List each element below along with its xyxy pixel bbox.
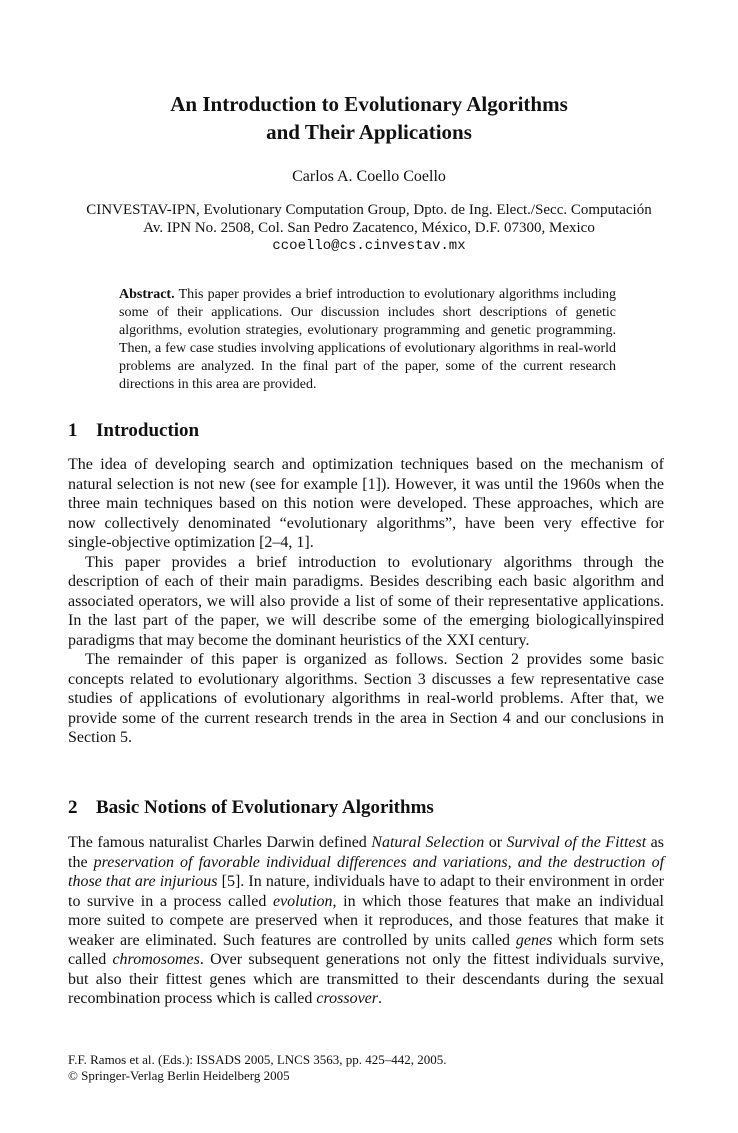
- publication-footer: [68, 1052, 668, 1084]
- paragraph: [68, 833, 664, 1009]
- publication-info: F.F. Ramos et al. (Eds.): ISSADS 2005, LNCS 3563, pp. 425–442, 2005.: [68, 1052, 447, 1067]
- paragraph: This paper provides a brief introduction to evolutionary algorithms through the description of each of their main paradigms. Besides describing each basic algorithm and associated operators, we will also provide a list of some of their representative applications. In the last part of the paper, we will describe some of the emerging biologicallyinspired paradigms that may become the dominant heuristics of the XXI century.: [68, 553, 664, 649]
- abstract-text: This paper provides a brief introduction to evolutionary algorithms including some of their applications. Our discussion includes short descriptions of genetic algorithms, evolution strategies, evolutionary programming and genetic programming. Then, a few case studies involving applications of evolutionary algorithms in real-world problems are analyzed. In the final part of the paper, some of the current research directions in this area are provided.: [119, 287, 617, 392]
- abstract: [119, 286, 616, 394]
- paragraph: The idea of developing search and optimization techniques based on the mechanism of natural selection is not new (see for example [1]). However, it was until the 1960s when the three main techniques based on this notion were developed. These approaches, which are now collectively denominated “evolutionary algorithms”, have been very effective for single-objective optimization [2–4, 1].: [68, 456, 664, 551]
- section-1-number: 1: [68, 420, 78, 441]
- title-line-2: and Their Applications: [266, 120, 472, 144]
- section-2-body: [68, 833, 664, 1009]
- section-2-title: Basic Notions of Evolutionary Algorithms: [96, 797, 434, 818]
- text-run: , in which those features that make an individual more suited to compete are preserved when it reproduces, and those features that make it weaker are eliminated. Such features are controlled by units called: [68, 892, 665, 949]
- title-line-1: An Introduction to Evolutionary Algorithms: [170, 92, 568, 116]
- text-run: which form sets called: [68, 931, 664, 968]
- text-run: as the: [68, 834, 665, 871]
- abstract-label: Abstract.: [119, 287, 175, 302]
- section-1-title: Introduction: [96, 420, 200, 441]
- author-email: ccoello@cs.cinvestav.mx: [272, 238, 466, 254]
- section-1-body: [68, 455, 664, 748]
- paragraph: The remainder of this paper is organized as follows. Section 2 provides some basic concepts related to evolutionary algorithms. Section 3 discusses a few representative case studies of applications of evolutionary algorithms in real-world problems. After that, we provide some of the current research trends in the area in Section 4 and our conclusions in Section 5.: [68, 651, 664, 746]
- author-name: Carlos A. Coello Coello: [292, 168, 446, 185]
- affiliation: [0, 201, 738, 255]
- section-2-heading: [68, 797, 434, 819]
- copyright-notice: © Springer-Verlag Berlin Heidelberg 2005: [68, 1068, 290, 1083]
- italic-term: preservation of favorable individual differences and variations, and the destruction of those that are injurious: [68, 853, 665, 890]
- italic-term: Natural Selection: [371, 834, 485, 851]
- affiliation-line-2: Av. IPN No. 2508, Col. San Pedro Zacatenco, México, D.F. 07300, Mexico: [143, 220, 595, 236]
- text-run: or: [484, 834, 507, 851]
- text-run: The famous naturalist Charles Darwin defined: [68, 834, 372, 851]
- paper-title: [0, 90, 738, 146]
- section-1-heading: [68, 420, 199, 442]
- italic-term: crossover: [316, 990, 378, 1007]
- italic-term: genes: [515, 931, 553, 949]
- affiliation-line-1: CINVESTAV-IPN, Evolutionary Computation Group, Dpto. de Ing. Elect./Secc. Computación: [86, 202, 652, 218]
- text-run: [5]. In nature, individuals have to adapt to their environment in order to survive in a process called: [68, 873, 665, 910]
- italic-term: Survival of the Fittest: [506, 834, 647, 851]
- section-2-number: 2: [68, 797, 78, 818]
- text-run: .: [378, 990, 382, 1007]
- italic-term: chromosomes: [112, 951, 200, 968]
- text-run: . Over subsequent generations not only the fittest individuals survive, but also their fittest genes which are transmitted to their descendants during the sexual recombination process which is called: [68, 951, 665, 1007]
- italic-term: evolution: [272, 892, 333, 910]
